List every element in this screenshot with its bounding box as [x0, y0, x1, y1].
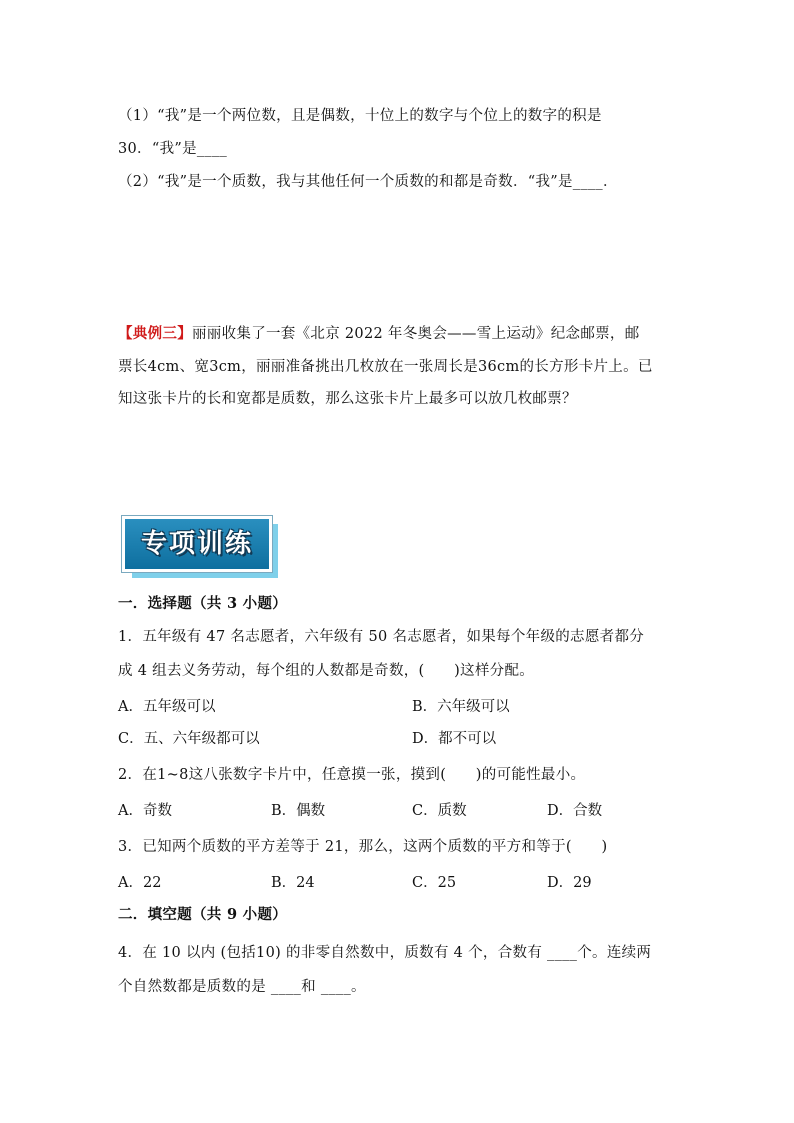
q4-line1: 4．在 10 以内 (包括10) 的非零自然数中，质数有 4 个，合数有 ____个。连续两	[118, 945, 652, 961]
section1-heading: 一．选择题（共 3 小题）	[118, 595, 288, 612]
q1-option-d: D．都不可以	[412, 731, 497, 747]
q2-option-a: A．奇数	[118, 803, 172, 819]
q1-line2: 成 4 组去义务劳动，每个组的人数都是奇数，( )这样分配。	[118, 663, 535, 679]
example-line1-text: 丽丽收集了一套《北京 2022 年冬奥会——雪上运动》纪念邮票，邮	[192, 326, 640, 342]
q2-option-d: D．合数	[547, 803, 603, 819]
q2-option-b: B．偶数	[271, 803, 326, 819]
q1-option-c: C．五、六年级都可以	[118, 731, 260, 747]
banner-title: 专项训练	[140, 529, 253, 559]
example-tag: 【典例三】	[118, 325, 192, 342]
q2-line1: 2．在1~8这八张数字卡片中，任意摸一张，摸到( )的可能性最小。	[118, 767, 586, 783]
q3-option-a: A．22	[118, 875, 162, 891]
example-line2: 票长4cm、宽3cm，丽丽准备挑出几枚放在一张周长是36cm的长方形卡片上。已	[118, 359, 653, 375]
q1-option-b: B．六年级可以	[412, 699, 510, 715]
example-line3: 知这张卡片的长和宽都是质数，那么这张卡片上最多可以放几枚邮票？	[118, 391, 577, 407]
q3-line1: 3．已知两个质数的平方差等于 21，那么，这两个质数的平方和等于( )	[118, 839, 608, 855]
section2-heading: 二．填空题（共 9 小题）	[118, 906, 288, 923]
intro-q1-line1: （1）“我”是一个两位数，且是偶数，十位上的数字与个位上的数字的积是	[118, 108, 602, 124]
q1-line1: 1．五年级有 47 名志愿者，六年级有 50 名志愿者，如果每个年级的志愿者都分	[118, 629, 645, 645]
q2-option-c: C．质数	[412, 803, 467, 819]
q4-line2: 个自然数都是质数的是 ____和 ____。	[118, 979, 366, 995]
q1-option-a: A．五年级可以	[118, 699, 216, 715]
example-line1	[118, 322, 640, 343]
intro-q1-line2: 30．“我”是____	[118, 141, 228, 157]
section-banner	[122, 516, 278, 578]
q3-option-c: C．25	[412, 875, 457, 891]
q3-option-d: D．29	[547, 875, 592, 891]
intro-q2-line: （2）“我”是一个质数，我与其他任何一个质数的和都是奇数．“我”是____．	[118, 174, 618, 190]
q3-option-b: B．24	[271, 875, 315, 891]
